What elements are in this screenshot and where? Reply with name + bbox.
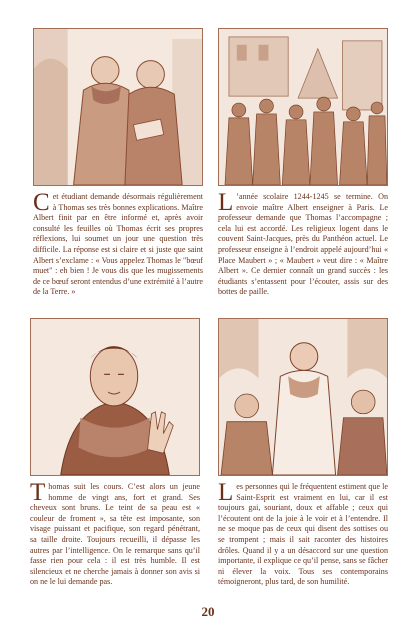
panel-1-text — [33, 189, 203, 298]
illustration-two-friars-drawing — [34, 29, 202, 185]
illustration-portrait-thomas — [30, 318, 200, 476]
panel-4 — [218, 318, 388, 588]
panel-3-drop-cap: T — [30, 479, 46, 506]
illustration-thomas-brothers — [218, 318, 388, 476]
panel-3 — [30, 318, 200, 588]
panel-2-drop-cap: L — [218, 189, 234, 216]
panel-2 — [218, 28, 388, 298]
illustration-thomas-brothers-drawing — [219, 319, 387, 475]
panel-4-body: es personnes qui le fréquentent estiment que le Saint-Esprit est vraiment en lui, car il est toujours gai, souriant, doux et affable ; ceux qui l’écoutent ont de la joie à le voir et à l’entendre. Il ne se moque pas de ceux qui disent des sottises ou se trompent ; mais il sait raconter des histoires drôles. Quand il y a un désaccord sur une question importante, il explique ce qu’il pense, sans se fâcher ni élever la voix. Tous ses contemporains témoigneront, plus tard, de son humilité. — [218, 482, 388, 587]
illustration-crowd-square-drawing — [219, 29, 387, 185]
panel-4-text — [218, 479, 388, 588]
illustration-crowd-square — [218, 28, 388, 186]
panel-4-drop-cap: L — [218, 479, 234, 506]
illustration-portrait-thomas-drawing — [31, 319, 199, 475]
panel-2-text — [218, 189, 388, 298]
panel-1-drop-cap: C — [33, 189, 50, 216]
panel-3-body: homas suit les cours. C’est alors un jeune homme de vingt ans, fort et grand. Ses cheveux sont bruns. Le teint de sa peau est « couleur de froment », sa tête est imposante, son visage puissant et pacifique, son regard pénétrant, sa taille droite. Toujours recueilli, il dépasse les autres par l’intelligence. On le remarque sans qu’il fasse rien pour cela : il est très humble. Il est silencieux et ne cherche jamais à donner son avis si on ne le lui demande pas. — [30, 482, 200, 587]
panel-1-body: et étudiant demande désormais régulièrement à Thomas ses très bonnes explications. Maître Albert finit par en être informé et, après avoir consulté les feuilles où Thomas écrit ses propres réflexions, lui soumet un jour une question très difficile. La réponse est si claire et si juste que saint Albert s’exclame : « Vous appelez Thomas le "bœuf muet" : eh bien ! Je vous dis que les mugissements de ce bœuf seront entendus d’une extrémité à l’autre de la Terre. » — [33, 192, 203, 297]
panel-2-body: ’année scolaire 1244-1245 se termine. On envoie maître Albert enseigner à Paris. Le professeur demande que Thomas l’accompagne ; cela lui est accordé. Les religieux logent dans le couvent Saint-Jacques, près du Panthéon actuel. Le professeur enseigne à l’endroit appelé aujourd’hui « Place Maubert » ; « Maubert » veut dire : « Maître Albert ». Ce dernier connaît un grand succès : les étudiants s’entassent pour l’écouter, assis sur des bottes de paille. — [218, 192, 388, 297]
panel-1 — [33, 28, 203, 298]
page-number: 20 — [201, 604, 215, 619]
panel-3-text — [30, 479, 200, 588]
illustration-two-friars — [33, 28, 203, 186]
